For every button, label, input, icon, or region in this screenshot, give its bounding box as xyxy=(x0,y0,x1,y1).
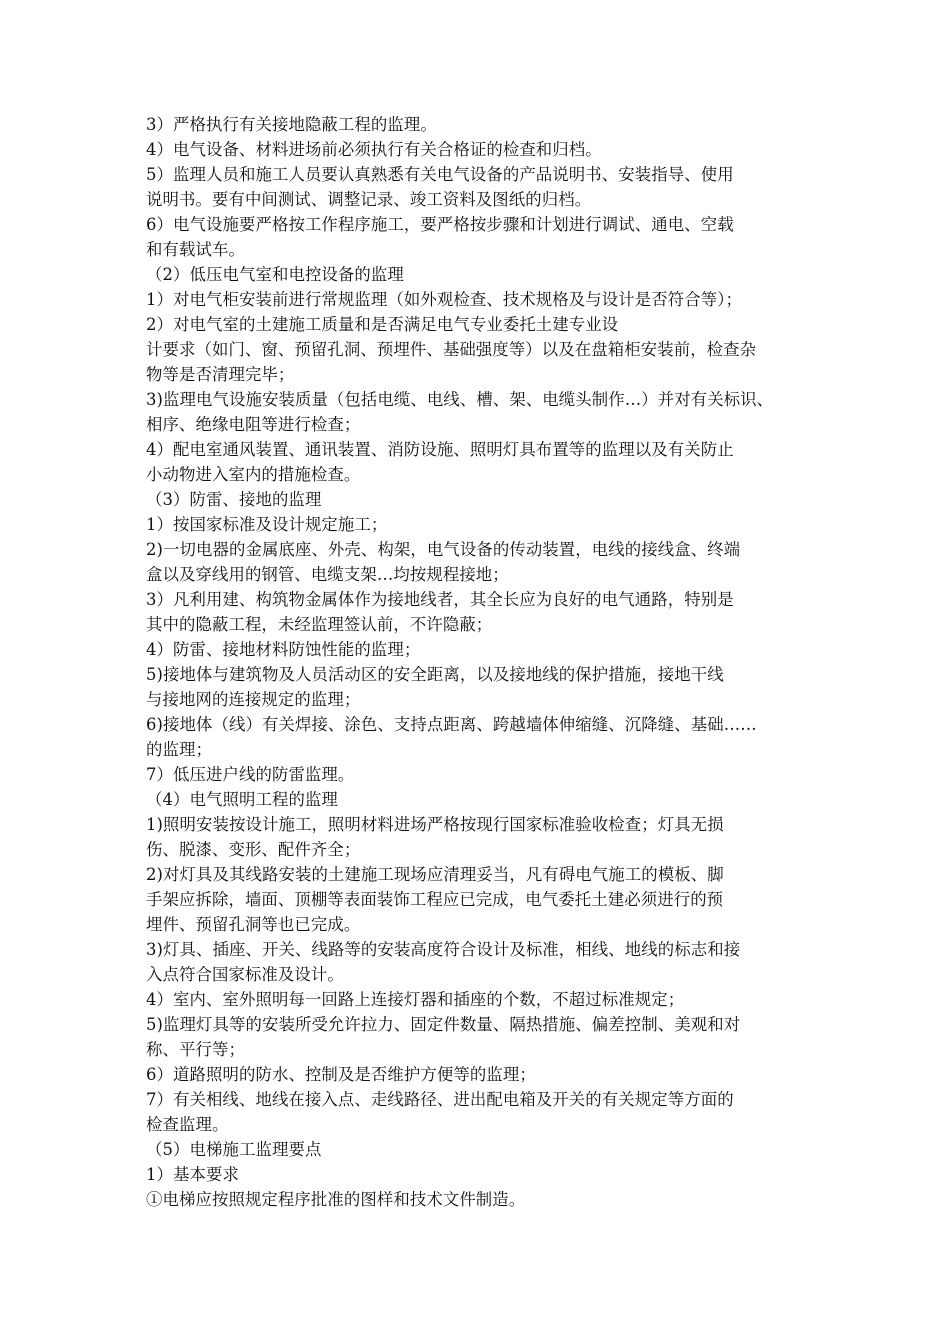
text-line: 检查监理。 xyxy=(146,1115,229,1134)
text-line: 1)照明安装按设计施工，照明材料进场严格按现行国家标准验收检查；灯具无损 xyxy=(146,815,724,834)
text-line: 5）监理人员和施工人员要认真熟悉有关电气设备的产品说明书、安装指导、使用 xyxy=(146,165,734,184)
text-line: 手架应拆除，墙面、顶棚等表面装饰工程应已完成，电气委托土建必须进行的预 xyxy=(146,890,724,909)
text-line: 3)监理电气设施安装质量（包括电缆、电线、槽、架、电缆头制作…）并对有关标识、 xyxy=(146,390,774,409)
text-line: 的监理； xyxy=(146,740,212,759)
text-line: 3)灯具、插座、开关、线路等的安装高度符合设计及标准，相线、地线的标志和接 xyxy=(146,940,741,959)
text-line: 1）按国家标准及设计规定施工； xyxy=(146,515,388,534)
text-line: 4）配电室通风装置、通讯装置、消防设施、照明灯具布置等的监理以及有关防止 xyxy=(146,440,734,459)
text-line: 埋件、预留孔洞等也已完成。 xyxy=(146,915,361,934)
text-line: 入点符合国家标准及设计。 xyxy=(146,965,344,984)
text-line: ①电梯应按照规定程序批准的图样和技术文件制造。 xyxy=(146,1190,526,1209)
text-line: 和有载试车。 xyxy=(146,240,245,259)
text-line: 伤、脱漆、变形、配件齐全； xyxy=(146,840,361,859)
text-line: 7）低压进户线的防雷监理。 xyxy=(146,765,355,784)
text-line: 7）有关相线、地线在接入点、走线路径、进出配电箱及开关的有关规定等方面的 xyxy=(146,1090,734,1109)
section-heading: （2）低压电气室和电控设备的监理 xyxy=(146,265,404,284)
document-body xyxy=(146,112,814,1212)
section-heading: （5）电梯施工监理要点 xyxy=(146,1140,322,1159)
text-line: 5)接地体与建筑物及人员活动区的安全距离，以及接地线的保护措施，接地干线 xyxy=(146,665,724,684)
text-line: 5)监理灯具等的安装所受允许拉力、固定件数量、隔热措施、偏差控制、美观和对 xyxy=(146,1015,741,1034)
text-line: 4）电气设备、材料进场前必须执行有关合格证的检查和归档。 xyxy=(146,140,602,159)
section-heading: （4）电气照明工程的监理 xyxy=(146,790,338,809)
section-heading: （3）防雷、接地的监理 xyxy=(146,490,322,509)
text-line: 6)接地体（线）有关焊接、涂色、支持点距离、跨越墙体伸缩缝、沉降缝、基础…… xyxy=(146,715,757,734)
text-line: 小动物进入室内的措施检查。 xyxy=(146,465,361,484)
text-line: 物等是否清理完毕； xyxy=(146,365,295,384)
text-line: 2)对灯具及其线路安装的土建施工现场应清理妥当，凡有碍电气施工的模板、脚 xyxy=(146,865,724,884)
text-line: 相序、绝缘电阻等进行检查； xyxy=(146,415,361,434)
text-line: 计要求（如门、窗、预留孔洞、预埋件、基础强度等）以及在盘箱柜安装前，检查杂 xyxy=(146,340,757,359)
text-line: 1）对电气柜安装前进行常规监理（如外观检查、技术规格及与设计是否符合等）； xyxy=(146,290,742,309)
text-line: 4）防雷、接地材料防蚀性能的监理； xyxy=(146,640,421,659)
text-line: 3）严格执行有关接地隐蔽工程的监理。 xyxy=(146,115,437,134)
text-line: 1）基本要求 xyxy=(146,1165,239,1184)
text-line: 称、平行等； xyxy=(146,1040,245,1059)
text-line: 6）道路照明的防水、控制及是否维护方便等的监理； xyxy=(146,1065,536,1084)
text-line: 其中的隐蔽工程，未经监理签认前，不许隐蔽； xyxy=(146,615,493,634)
text-line: 2)一切电器的金属底座、外壳、构架，电气设备的传动装置，电线的接线盒、终端 xyxy=(146,540,741,559)
text-line: 盒以及穿线用的钢管、电缆支架…均按规程接地； xyxy=(146,565,509,584)
text-line: 2）对电气室的土建施工质量和是否满足电气专业委托土建专业设 xyxy=(146,315,619,334)
text-line: 说明书。要有中间测试、调整记录、竣工资料及图纸的归档。 xyxy=(146,190,592,209)
text-line: 4）室内、室外照明每一回路上连接灯器和插座的个数，不超过标准规定； xyxy=(146,990,685,1009)
text-line: 3）凡利用建、构筑物金属体作为接地线者，其全长应为良好的电气通路，特别是 xyxy=(146,590,734,609)
text-line: 与接地网的连接规定的监理； xyxy=(146,690,361,709)
text-line: 6）电气设施要严格按工作程序施工，要严格按步骤和计划进行调试、通电、空载 xyxy=(146,215,734,234)
